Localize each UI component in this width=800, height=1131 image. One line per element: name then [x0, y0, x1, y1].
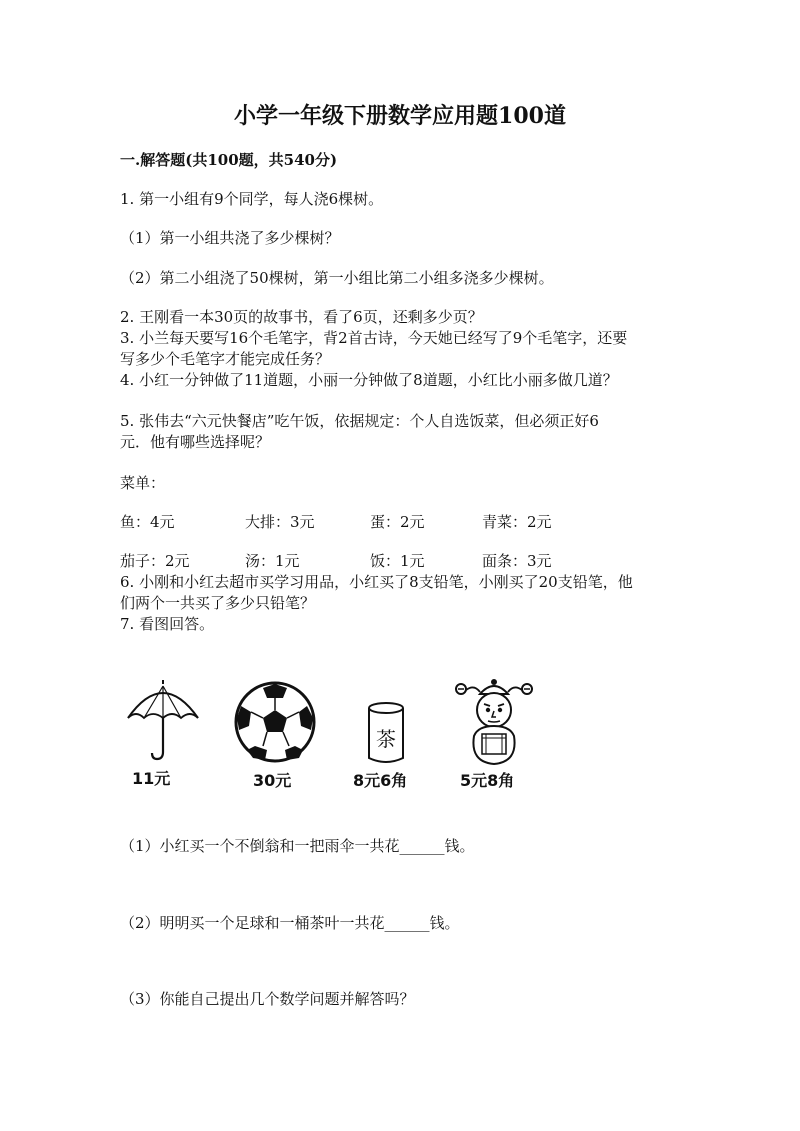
menu-item: 蛋：2元	[370, 513, 425, 531]
question-3-line-1: 3. 小兰每天要写16个毛笔字，背2首古诗，今天她已经写了9个毛笔字，还要	[120, 329, 628, 347]
question-1-stem: 1. 第一小组有9个同学，每人浇6棵树。	[120, 190, 384, 208]
question-7-sub-3: （3）你能自己提出几个数学问题并解答吗？	[120, 990, 415, 1008]
menu-item: 茄子：2元	[120, 552, 190, 570]
menu-item: 青菜：2元	[482, 513, 552, 531]
question-5-line-2: 元．他有哪些选择呢？	[120, 433, 271, 451]
tea-can-label: 茶	[376, 727, 396, 751]
question-7-sub-2: （2）明明买一个足球和一桶茶叶一共花______钱。	[120, 914, 460, 932]
menu-item: 大排：3元	[245, 513, 315, 531]
soccer-ball-icon	[233, 680, 317, 764]
umbrella-icon	[124, 680, 202, 762]
soccer-ball-price: 30元	[253, 771, 292, 790]
section-heading: 一.解答题(共100题，共540分)	[120, 151, 338, 169]
question-6-line-1: 6. 小刚和小红去超市买学习用品，小红买了8支铅笔，小刚买了20支铅笔，他	[120, 573, 633, 591]
tea-can-icon	[364, 700, 408, 766]
menu-label: 菜单：	[120, 474, 166, 492]
question-1-sub-2: （2）第二小组浇了50棵树，第一小组比第二小组多浇多少棵树。	[120, 269, 554, 287]
menu-item: 汤：1元	[245, 552, 300, 570]
umbrella-price: 11元	[132, 769, 171, 788]
menu-item: 面条：3元	[482, 552, 552, 570]
question-4: 4. 小红一分钟做了11道题，小丽一分钟做了8道题，小红比小丽多做几道？	[120, 371, 618, 389]
menu-item: 饭：1元	[370, 552, 425, 570]
question-7-sub-1: （1）小红买一个不倒翁和一把雨伞一共花______钱。	[120, 837, 475, 855]
question-3-line-2: 写多少个毛笔字才能完成任务？	[120, 350, 331, 368]
question-6-line-2: 们两个一共买了多少只铅笔？	[120, 594, 316, 612]
question-1-sub-1: （1）第一小组共浇了多少棵树？	[120, 229, 340, 247]
tumbler-doll-icon	[452, 676, 536, 768]
question-5-line-1: 5. 张伟去“六元快餐店”吃午饭，依据规定：个人自选饭菜，但必须正好6	[120, 412, 599, 430]
tea-can-price: 8元6角	[353, 771, 408, 790]
tumbler-doll-price: 5元8角	[460, 771, 515, 790]
page-title: 小学一年级下册数学应用题100道	[234, 103, 566, 129]
question-7-stem: 7. 看图回答。	[120, 615, 215, 633]
menu-item: 鱼：4元	[120, 513, 175, 531]
question-2: 2. 王刚看一本30页的故事书，看了6页，还剩多少页？	[120, 308, 483, 326]
